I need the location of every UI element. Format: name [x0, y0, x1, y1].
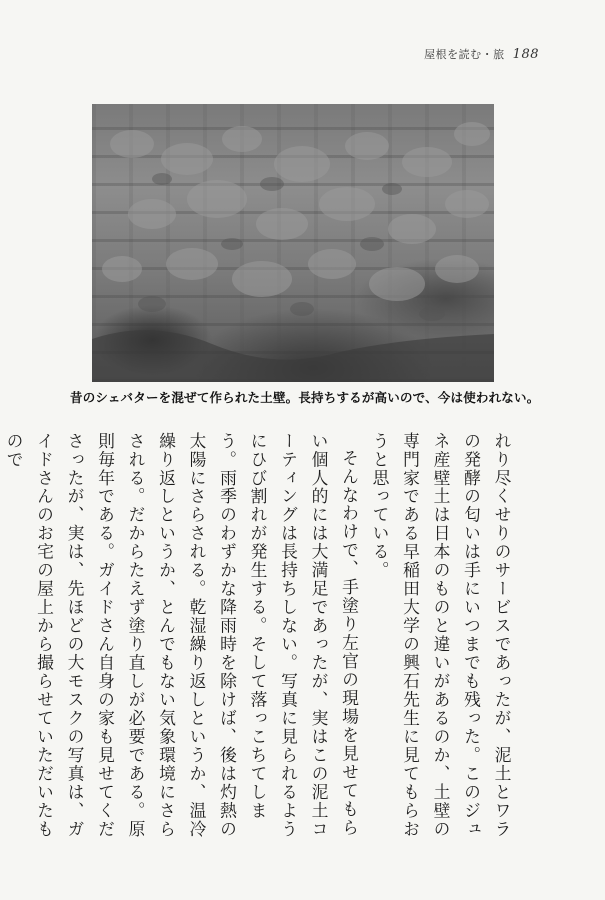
running-head — [424, 46, 539, 62]
mud-wall-photo — [92, 104, 494, 382]
paragraph: れり尽くせりのサービスであったが、泥土とワラの発酵の匂いは手にいつまでも残った。このジュネ産壁土は日本のものと違いがあるのか、土壁の専門家である早稲田大学の興石先生に見てもらおうと思っている。 — [370, 432, 512, 839]
paragraph: そんなわけで、手塗り左官の現場を見せてもらい個人的には大満足であったが、実はこの泥土コーティングは長持ちしない。写真に見られるようにひび割れが発生する。そして落っこちてしまう。雨季のわずかな降雨時を除けば、後は灼熱の太陽にさらされる。乾湿繰り返しというか、温冷繰り返しというか、とんでもない気象環境にさらされる。だからたえず塗り直しが必要である。原則毎年である。ガイドさん自身の家も見せてくださったが、実は、先ほどの大モスクの写真は、ガイドさんのお宅の屋上から撮らせていただいたもので — [4, 432, 360, 839]
figure-caption: 昔のシェバターを混ぜて作られた土壁。長持ちするが高いので、今は使われない。 — [70, 390, 540, 405]
body-text — [0, 432, 517, 852]
wall-texture — [92, 104, 494, 382]
page-number: 188 — [512, 47, 539, 62]
running-title: 屋根を読む・旅 — [424, 48, 505, 61]
